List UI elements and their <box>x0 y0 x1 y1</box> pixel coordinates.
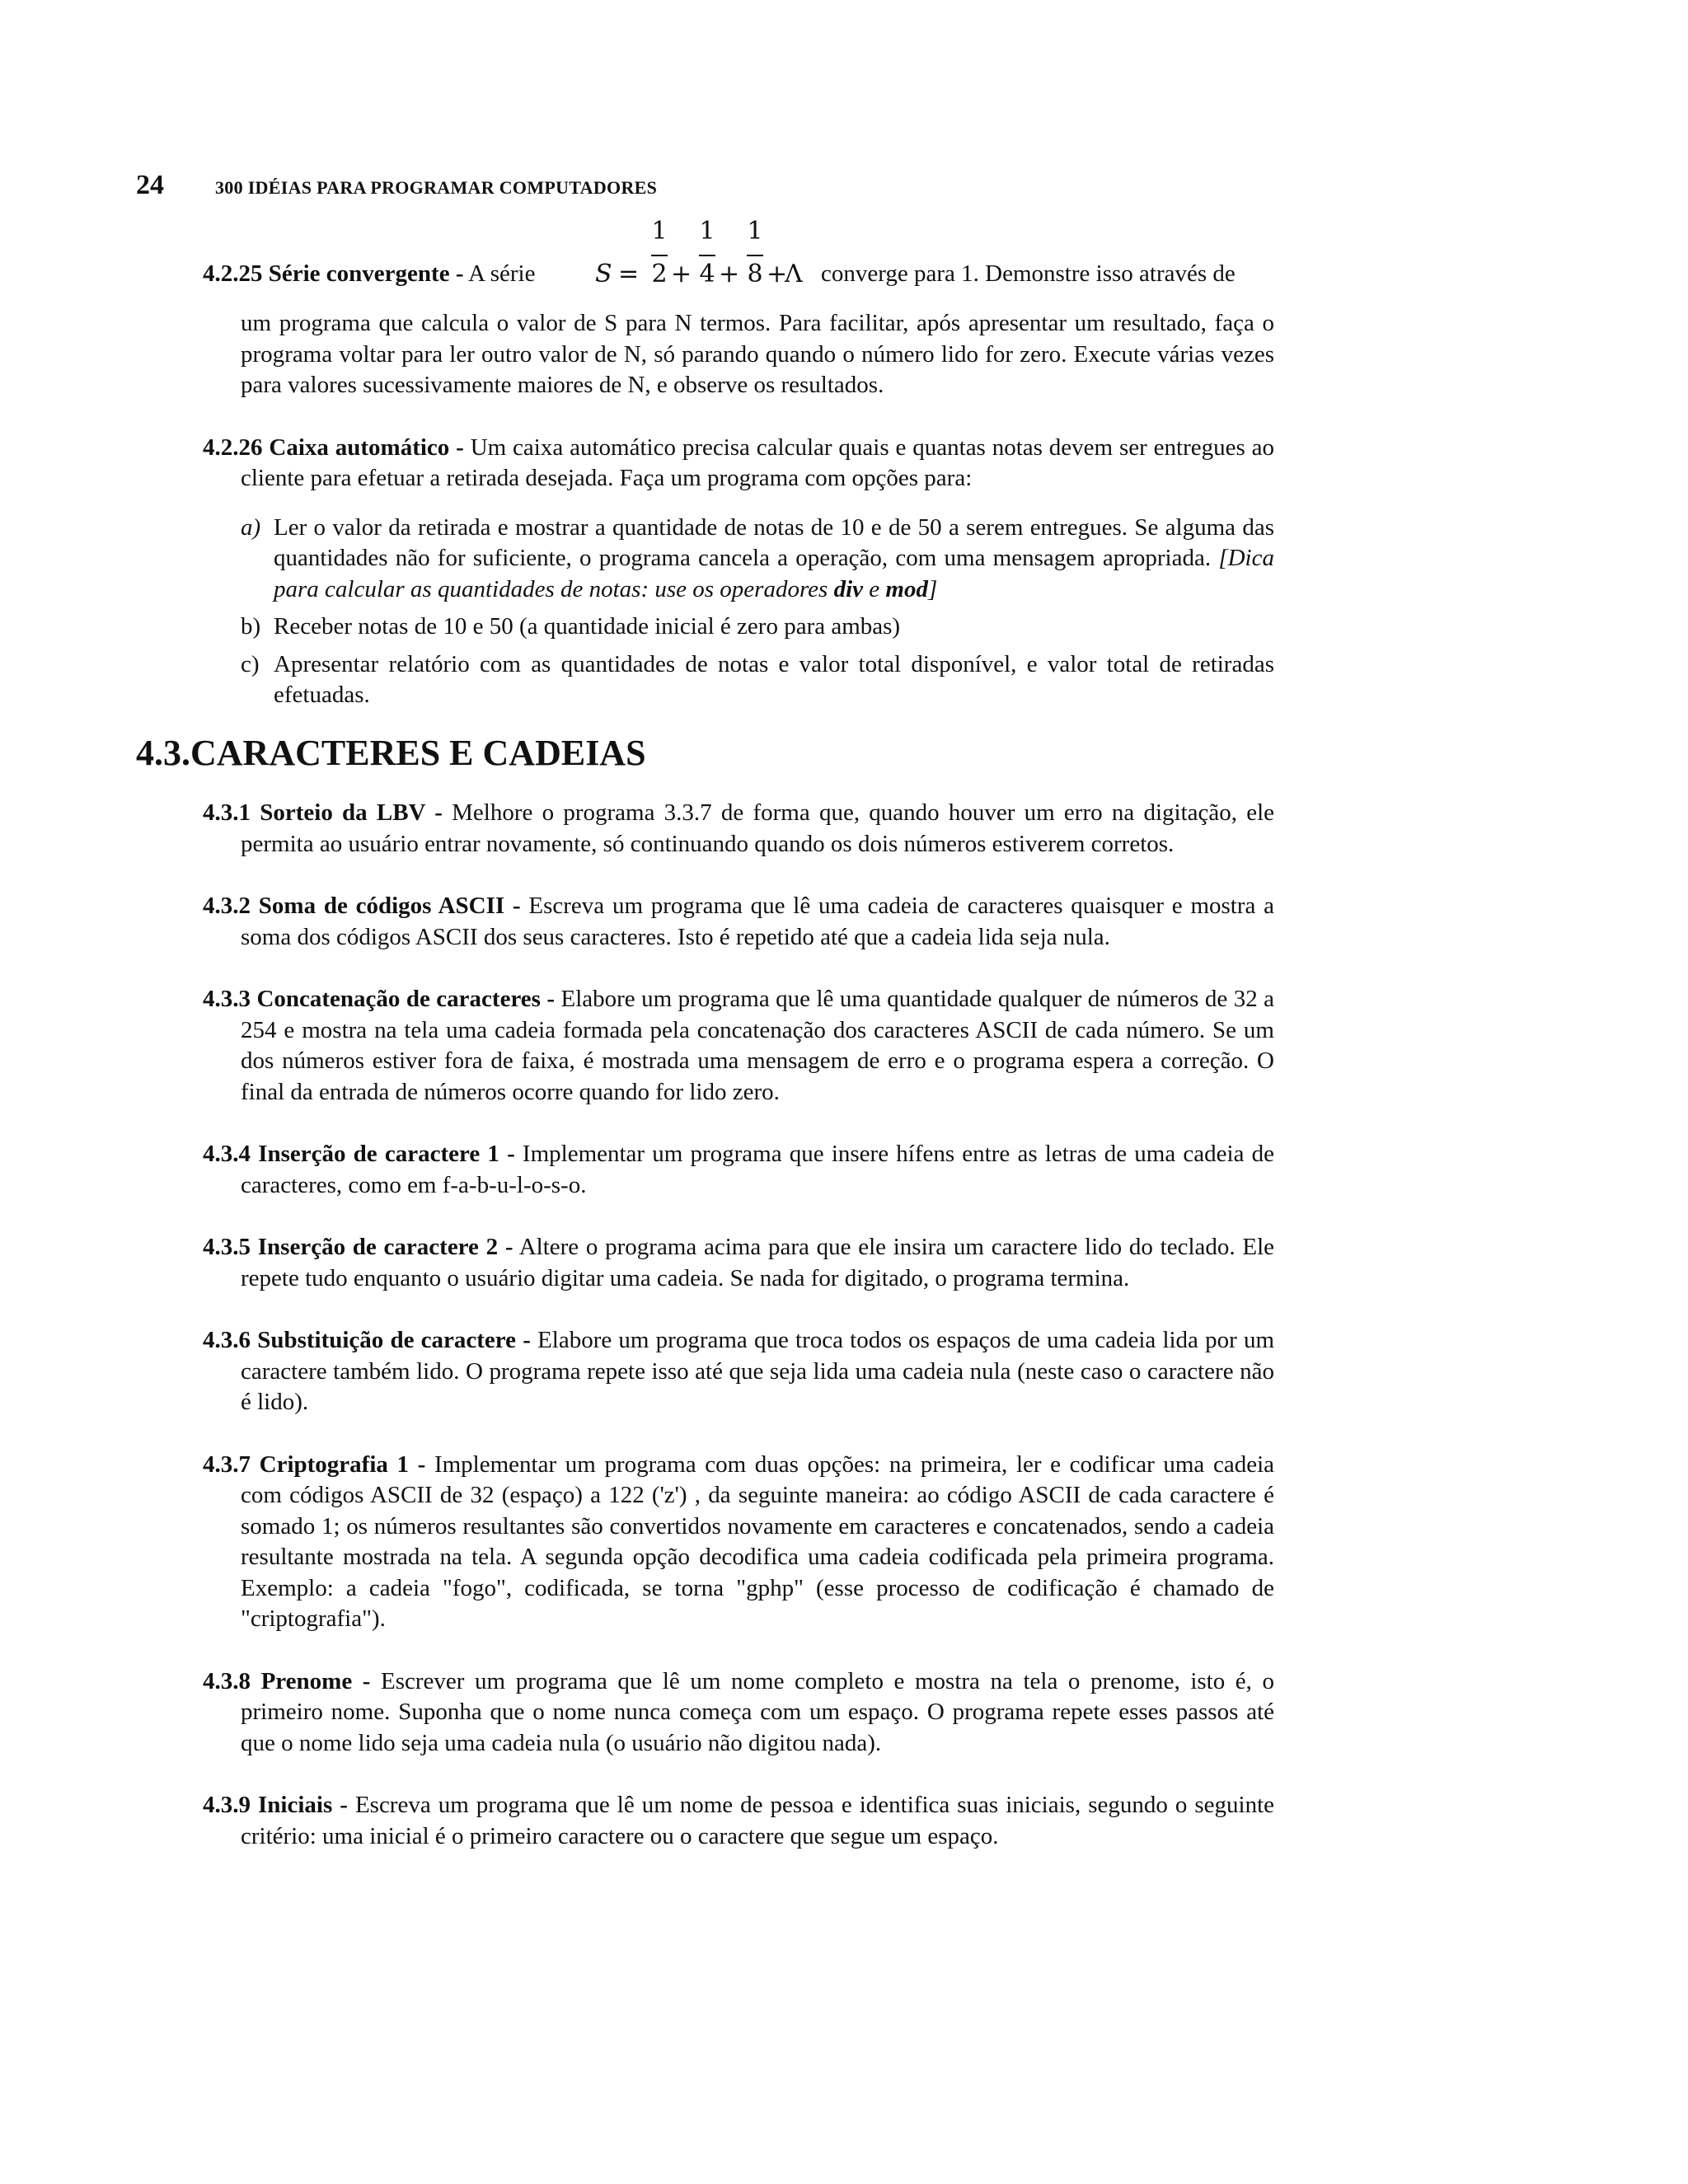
exercise-number: 4.3.8 <box>203 1667 251 1694</box>
exercise-4-3-1 <box>203 798 1274 860</box>
option-text: Apresentar relatório com as quantidades de notas e valor total disponível, e valor total de retiradas efetuadas. <box>274 650 1274 708</box>
exercise-number: 4.2.26 <box>203 434 263 461</box>
fraction-denominator: 4 <box>699 260 715 288</box>
exercise-title: Soma de códigos ASCII - <box>258 893 521 919</box>
exercise-first-line: Melhore o programa 3.3.7 de forma que, quando houver um erro na <box>452 799 1135 826</box>
exercise-tail-text: converge para 1. Demonstre isso através de <box>821 260 1236 287</box>
option-item-b <box>241 612 1274 643</box>
exercise-text: digitação, ele permita ao usuário entrar novamente, só continuando quando os dois números estiverem corretos. <box>241 799 1275 857</box>
exercise-4-3-6 <box>203 1325 1274 1418</box>
exercise-lead-text: A série <box>468 260 536 287</box>
exercise-number: 4.3.6 <box>203 1327 251 1353</box>
exercise-4-3-9 <box>203 1790 1274 1852</box>
exercise-title: Sorteio da LBV - <box>260 799 443 826</box>
section-4-2-continued <box>203 216 1274 743</box>
exercise-paragraph <box>203 433 1274 494</box>
exercise-title: Inserção de caractere 1 - <box>258 1141 515 1167</box>
exercise-title: Série convergente - <box>268 260 464 287</box>
fraction-bar <box>747 255 763 256</box>
exercise-first-line: Elabore um programa que lê uma quantidade qualquer de <box>560 986 1111 1012</box>
exercise-text: lida por um caractere também lido. O programa repete isso até que seja lida uma cadeia nula (neste caso o caractere não é lido). <box>241 1327 1275 1415</box>
exercise-paragraph <box>203 1790 1274 1852</box>
formula-plus: + <box>767 260 788 288</box>
option-label: a) <box>241 513 261 541</box>
fraction-bar <box>651 255 668 256</box>
formula-s: S <box>595 260 612 288</box>
exercise-4-3-3 <box>203 984 1274 1108</box>
exercise-text: números de 32 a 254 e mostra na tela uma cadeia formada pela concatenação dos caracteres ASCII de cada número. Se um dos números estiver fora de faixa, é mostrada uma mensagem de erro e o programa espera a correção. O final da entrada de números ocorre quando for lido zero. <box>241 986 1275 1105</box>
formula-plus: + <box>719 260 740 288</box>
exercise-4-3-2 <box>203 891 1274 953</box>
section-heading: 4.3.CARACTERES E CADEIAS <box>136 733 646 773</box>
exercise-paragraph <box>203 1666 1274 1760</box>
exercise-paragraph <box>203 984 1274 1108</box>
exercise-paragraph <box>203 798 1274 860</box>
exercise-first-line: Escreva um programa que lê uma cadeia de caracteres quaisquer e <box>528 893 1183 919</box>
exercise-title: Concatenação de caracteres - <box>256 986 556 1012</box>
option-text: Receber notas de 10 e 50 (a quantidade inicial é zero para ambas) <box>274 613 901 640</box>
exercise-4-2-25 <box>203 216 1274 401</box>
exercise-title: Criptografia 1 - <box>259 1451 426 1478</box>
operator-mod: mod <box>885 575 928 602</box>
exercise-number: 4.3.5 <box>203 1234 251 1260</box>
exercise-title: Inserção de caractere 2 - <box>257 1234 513 1260</box>
fraction-numerator: 1 <box>699 217 715 246</box>
option-label: c) <box>241 650 260 677</box>
hint-conjunction: e <box>869 575 880 602</box>
exercise-text: cadeia de caracteres, como em f-a-b-u-l-o-s-o. <box>241 1141 1275 1198</box>
fraction-numerator: 1 <box>651 217 668 246</box>
section-4-3-exercises <box>203 798 1274 1883</box>
hint-close: ] <box>927 575 938 602</box>
option-item-c <box>241 649 1274 711</box>
exercise-first-line: Implementar um programa com duas opções: na primeira, ler e codificar uma <box>434 1451 1205 1478</box>
option-label: b) <box>241 613 261 640</box>
formula-plus: + <box>671 260 692 288</box>
series-formula <box>595 216 818 308</box>
formula-equals: = <box>618 260 640 288</box>
exercise-paragraph <box>203 1450 1274 1635</box>
exercise-first-line: Escrever um programa que lê um nome completo e mostra na tela o prenome, isto é, <box>381 1667 1252 1694</box>
exercise-title: Iniciais - <box>258 1792 348 1818</box>
exercise-text: teclado. Ele repete tudo enquanto o usuário digitar uma cadeia. Se nada for digitado, o programa termina. <box>241 1234 1275 1291</box>
exercise-heading-line <box>203 216 1274 308</box>
exercise-title: Caixa automático - <box>269 434 464 461</box>
exercise-number: 4.3.1 <box>203 799 251 826</box>
fraction-bar <box>699 255 715 256</box>
exercise-number: 4.3.3 <box>203 986 251 1012</box>
formula-ellipsis: Λ <box>785 260 803 288</box>
exercise-first-line: Altere o programa acima para que ele insira um caractere lido do <box>518 1234 1153 1260</box>
exercise-number: 4.3.4 <box>203 1141 251 1167</box>
page-number: 24 <box>136 170 164 200</box>
exercise-paragraph <box>203 1232 1274 1294</box>
exercise-number: 4.3.7 <box>203 1451 251 1478</box>
exercise-paragraph <box>203 891 1274 953</box>
exercise-4-3-8 <box>203 1666 1274 1760</box>
exercise-text: o primeiro nome. Suponha que o nome nunca começa com um espaço. O programa repete esses passos até que o nome lido seja uma cadeia nula (o usuário não digitou nada). <box>241 1667 1275 1756</box>
exercise-4-3-4 <box>203 1139 1274 1201</box>
exercise-title: Substituição de caractere - <box>257 1327 531 1353</box>
option-text: Ler o valor da retirada e mostrar a quantidade de notas de 10 e de 50 a serem entregues. Se alguma das quantidades não for suficiente, o programa cancela a operação, com uma mensagem apropriada. <box>274 513 1274 571</box>
fraction-denominator: 8 <box>747 260 763 288</box>
exercise-first-line: Implementar um programa que insere hífens entre as letras de uma <box>522 1141 1176 1167</box>
running-title: 300 IDÉIAS PARA PROGRAMAR COMPUTADORES <box>215 177 658 198</box>
exercise-text: cadeia com códigos ASCII de 32 (espaço) a 122 ('z') , da seguinte maneira: ao código ASCII de cada caractere é somado 1; os números resultantes são convertidos novamente em caracteres e concatenados, sendo a cadeia resultante mostrada na tela. A segunda opção decodifica uma cadeia codificada pela primeira programa. Exemplo: a cadeia "fogo", codificada, se torna "gphp" (esse processo de codificação é chamado de "criptografia"). <box>241 1451 1274 1632</box>
exercise-text: mostra a soma dos códigos ASCII dos seus caracteres. Isto é repetido até que a cadeia lida seja nula. <box>241 893 1275 950</box>
exercise-title: Prenome - <box>260 1667 371 1694</box>
exercise-paragraph <box>203 1325 1274 1418</box>
hint-text: [Dica para calcular as quantidades de notas: use os operadores <box>274 545 1274 602</box>
page-header <box>136 170 1290 201</box>
exercise-first-line: Escreva um programa que lê um nome de pessoa e identifica suas iniciais, segundo o <box>354 1792 1188 1818</box>
exercise-4-3-7 <box>203 1450 1274 1635</box>
option-list <box>241 513 1274 711</box>
exercise-number: 4.3.2 <box>203 893 251 919</box>
exercise-number: 4.2.25 <box>203 260 263 287</box>
exercise-4-2-26 <box>203 433 1274 711</box>
fraction-denominator: 2 <box>651 260 668 288</box>
fraction-numerator: 1 <box>747 217 763 246</box>
exercise-text: um programa que calcula o valor de S para N termos. Para facilitar, após apresentar um resultado, faça o programa voltar para ler outro valor de N, só parando quando o número lido for zero. Execute várias vezes para valores sucessivamente maiores de N, e observe os resultados. <box>241 310 1274 398</box>
exercise-text: Um caixa automático precisa calcular quais e quantas notas devem ser entregues ao cliente para efetuar a retirada desejada. Faça um programa com opções para: <box>241 434 1275 491</box>
option-item-a <box>241 513 1274 606</box>
exercise-paragraph <box>203 1139 1274 1201</box>
exercise-number: 4.3.9 <box>203 1792 251 1818</box>
exercise-text: seguinte critério: uma inicial é o primeiro caractere ou o caractere que segue um espaço. <box>241 1792 1275 1849</box>
exercise-4-3-5 <box>203 1232 1274 1294</box>
operator-div: div <box>833 575 864 602</box>
exercise-first-line: Elabore um programa que troca todos os espaços de uma cadeia <box>537 1327 1156 1353</box>
